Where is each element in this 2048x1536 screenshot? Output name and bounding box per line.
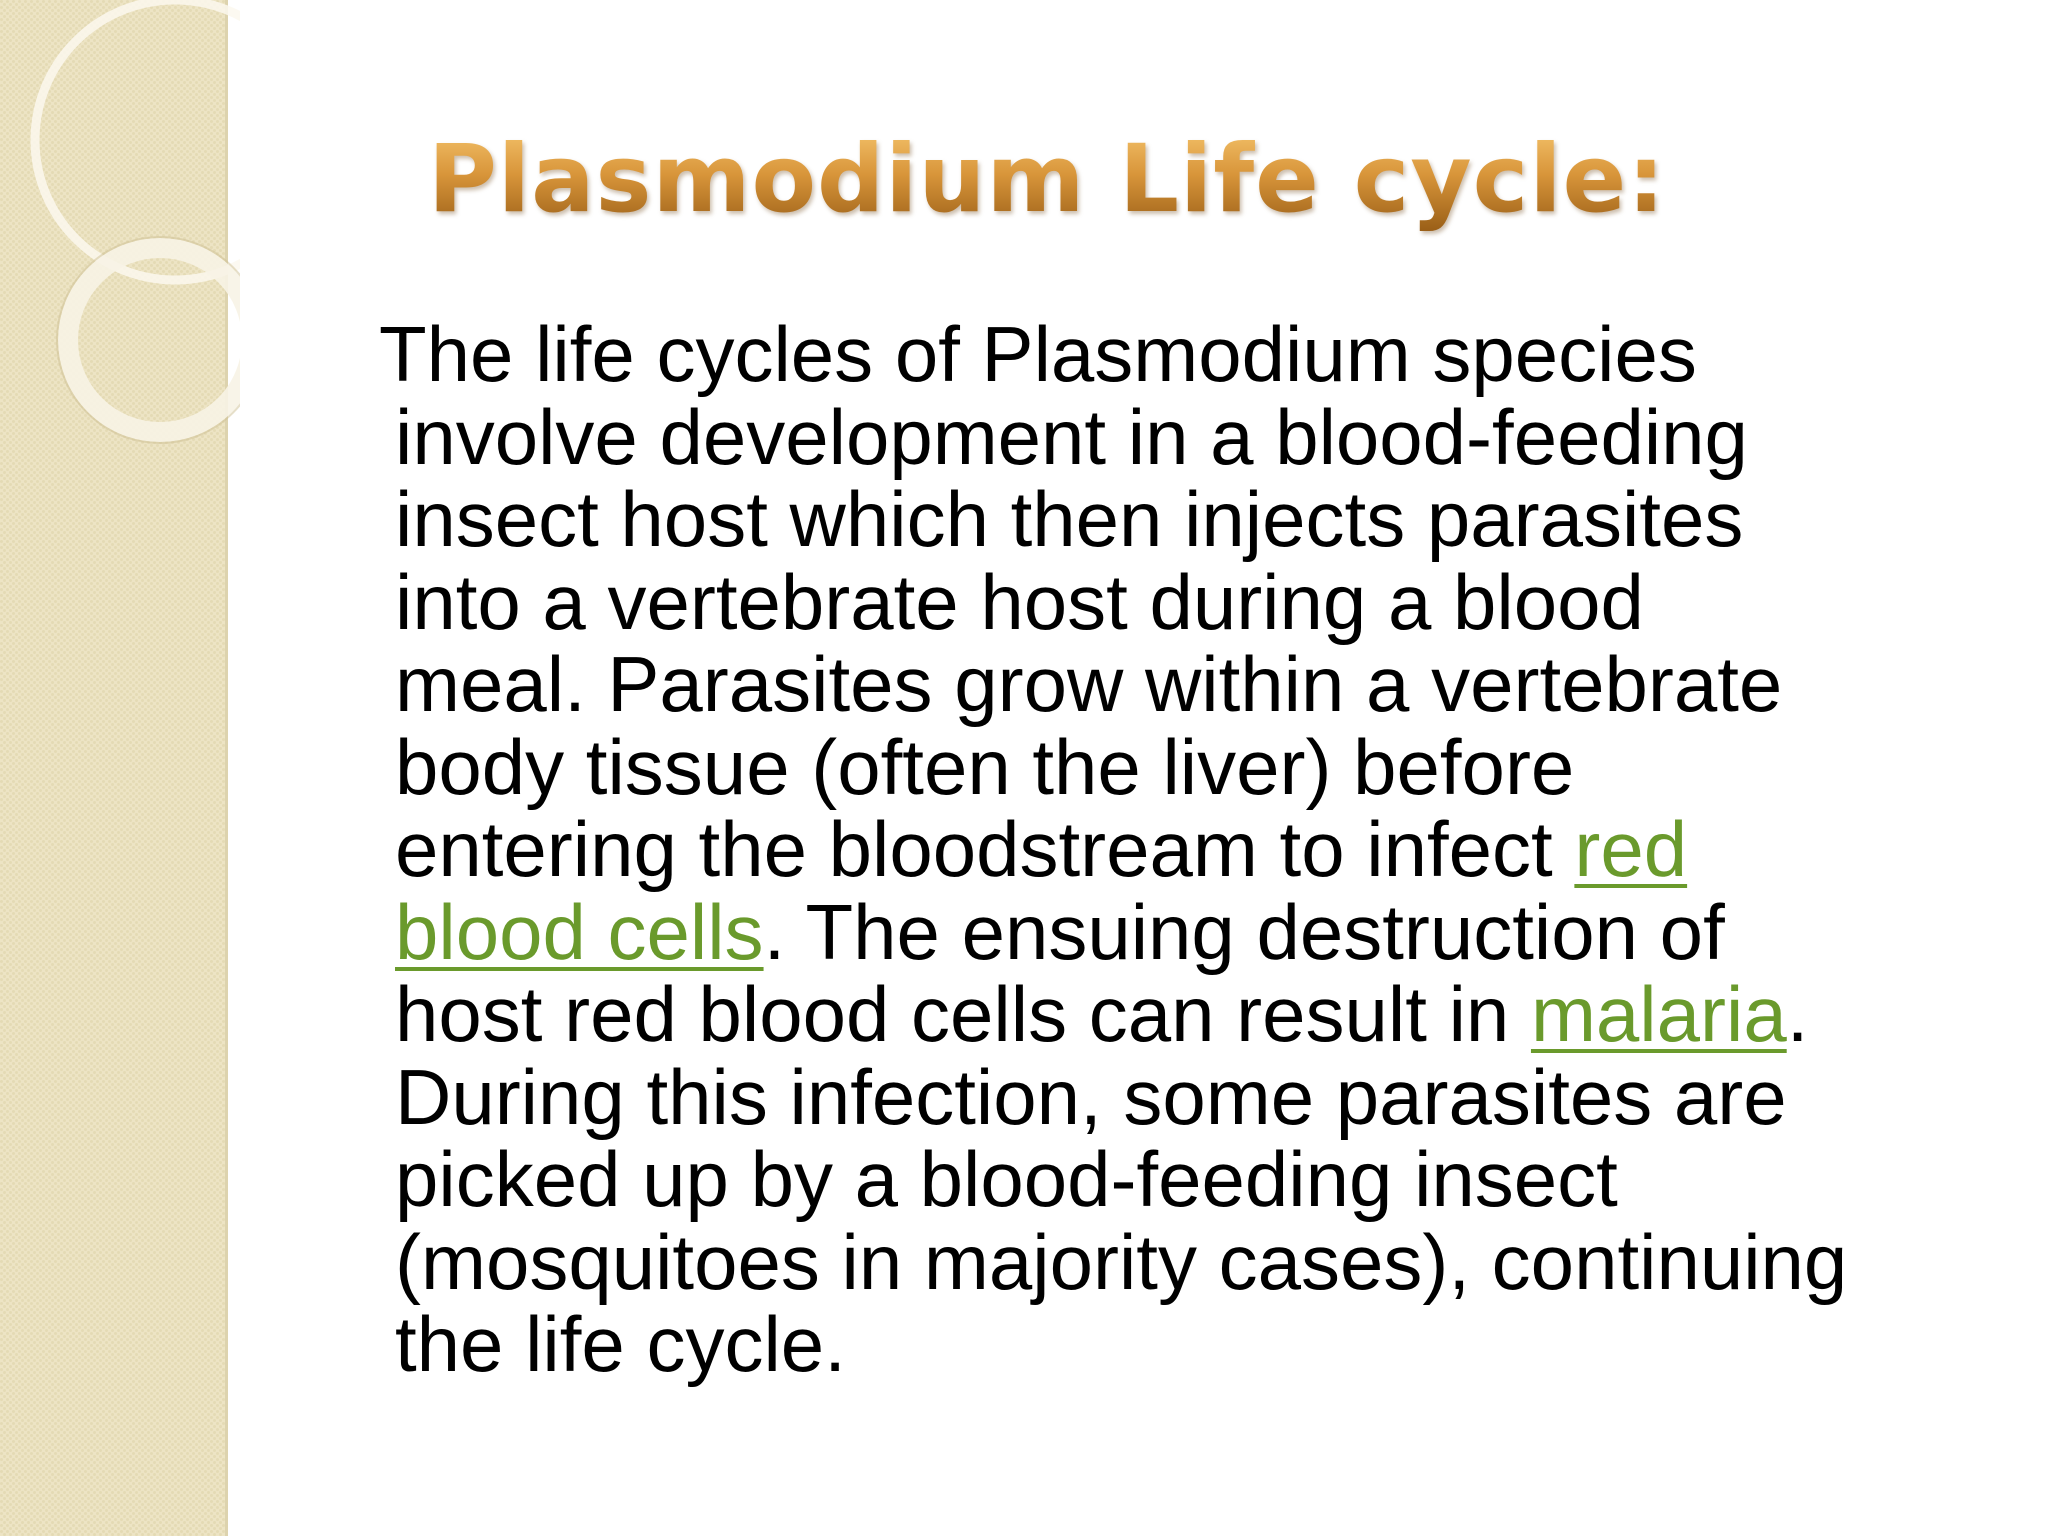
- slide-title: Plasmodium Life cycle:: [428, 125, 1666, 234]
- body-paragraph: [379, 310, 2014, 1388]
- paragraph-text: .: [1786, 970, 1809, 1058]
- paragraph-line: The life cycles of Plasmodium species: [379, 310, 1697, 398]
- red-blood-cells-link-continued[interactable]: blood cells: [395, 887, 764, 976]
- paragraph-line: involve development in a blood-feeding: [395, 392, 1748, 481]
- paragraph-line: the life cycle.: [395, 1300, 846, 1388]
- paragraph-text: host red blood cells can result in: [395, 970, 1531, 1058]
- paragraph-line: During this infection, some parasites are: [395, 1052, 1787, 1141]
- paragraph-line: body tissue (often the liver) before: [395, 722, 1575, 811]
- paragraph-line: into a vertebrate host during a blood: [395, 557, 1644, 646]
- red-blood-cells-link[interactable]: red: [1574, 805, 1688, 893]
- decorative-rings: [0, 0, 240, 520]
- paragraph-line: (mosquitoes in majority cases), continuing: [395, 1217, 1848, 1306]
- decorative-ring-large: [35, 0, 240, 280]
- paragraph-line: [394, 887, 2014, 976]
- paragraph-line: picked up by a blood-feeding insect: [395, 1135, 1618, 1223]
- paragraph-text: . The ensuing destruction of: [763, 887, 1725, 976]
- paragraph-line: meal. Parasites grow within a vertebrate: [395, 640, 1783, 728]
- paragraph-line: insect host which then injects parasites: [395, 475, 1744, 563]
- malaria-link[interactable]: malaria: [1530, 970, 1787, 1058]
- paragraph-text: entering the bloodstream to infect: [395, 805, 1575, 893]
- paragraph-line: [394, 970, 2014, 1058]
- paragraph-line: [394, 805, 2014, 893]
